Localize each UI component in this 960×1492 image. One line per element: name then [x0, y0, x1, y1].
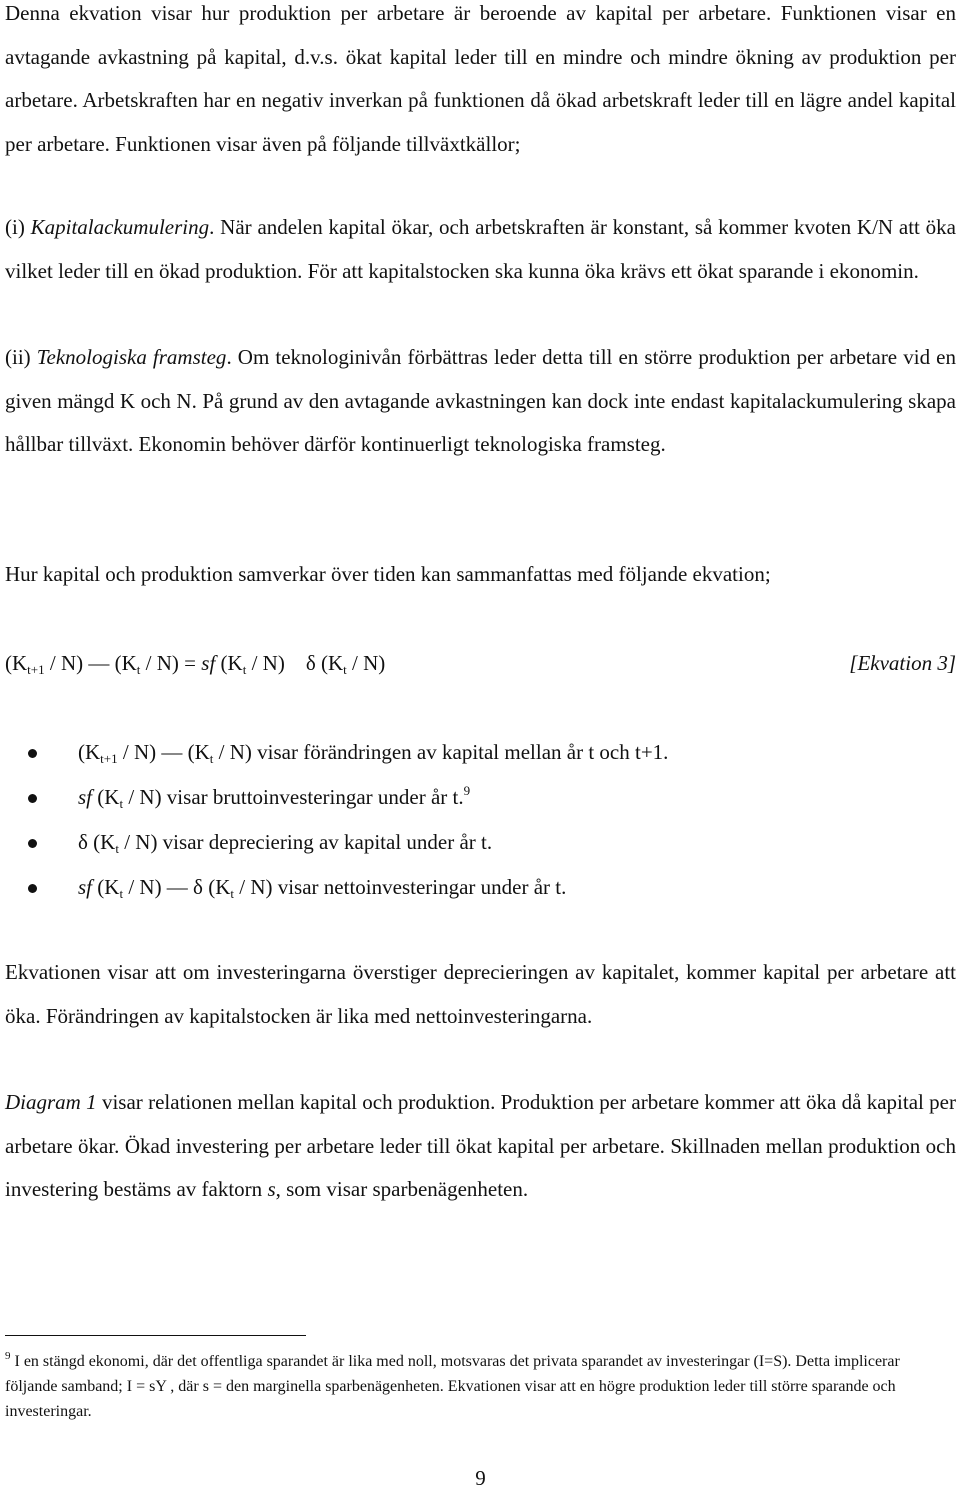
footnote-reference[interactable]: 9 [463, 783, 471, 798]
paragraph-text: Hur kapital och produktion samverkar över tiden kan sammanfattas med följande ekvation; [5, 562, 771, 586]
bullet-icon [28, 794, 37, 803]
paragraph-production-function [5, 0, 956, 166]
equation-3 [5, 643, 956, 683]
list-item: sf $(K_t / N)$ visar bruttoinvesteringar under år t.$^9$ [5, 775, 956, 820]
equation-label: [Ekvation 3] [849, 651, 956, 675]
footnote [5, 1349, 956, 1424]
list-item: $(K_{t+1} / N)$ — $(K_t / N)$ visar förändringen av kapital mellan år t och t+1. [5, 730, 956, 775]
footnote-divider [5, 1335, 306, 1336]
item-prefix: (i) [5, 215, 31, 239]
equation-term-list [5, 730, 956, 910]
equation-body: $(K_{t+1} / N)$ — $(K_t / N)$ = sf $(K_t / N)$ δ $(K_t / N)$ [5, 651, 386, 677]
paragraph-text: . Om teknologinivån förbättras leder detta till en större produktion per arbetare vid en given mängd K och N. På grund av den avtagande avkastningen kan dock inte endast kapitalackumulering skapa hållbar tillväxt. Ekonomin behöver därför kontinuerligt teknologiska framsteg. [5, 345, 956, 456]
paragraph-text: Ekvationen visar att om investeringarna överstiger deprecieringen av kapitalet, kommer kapital per arbetare att öka. Förändringen av kapitalstocken är lika med nettoinvesteringarna. [5, 960, 956, 1028]
paragraph-technological-progress [5, 336, 956, 467]
list-item: sf $(K_t / N)$ — δ $(K_t / N)$ visar nettoinvesteringar under år t. [5, 865, 956, 910]
paragraph-text: . När andelen kapital ökar, och arbetskraften är konstant, så kommer kvoten K/N att öka vilket leder till en ökad produktion. För att kapitalstocken ska kunna öka krävs ett ökat sparande i ekonomin. [5, 215, 956, 283]
footnote-text: I en stängd ekonomi, där det offentliga sparandet är lika med noll, motsvaras det privata sparandet av investeringar (I=S). Detta implicerar följande samband; I = sY , där s = den marginella sparbenägenheten. Ekvationen visar att en högre produktion leder till större sparande och investeringar. [5, 1353, 900, 1420]
bullet-icon [28, 839, 37, 848]
paragraph-text: Denna ekvation visar hur produktion per arbetare är beroende av kapital per arbetare. Funktionen visar en avtagande avkastning på kapital, d.v.s. ökat kapital leder till en mindre och mindre ökning av produktion per arbetare. Arbetskraften har en negativ inverkan på funktionen då ökad arbetskraft leder till en lägre andel kapital per arbetare. Funktionen visar även på följande tillväxtkällor; [5, 1, 956, 156]
bullet-icon [28, 749, 37, 758]
paragraph-equation-intro [5, 553, 956, 597]
item-title: Kapitalackumulering [30, 215, 210, 239]
bullet-icon [28, 884, 37, 893]
paragraph-diagram-description: Diagram 1 visar relationen mellan kapital och produktion. Produktion per arbetare kommer att öka då kapital per arbetare ökar. Ökad investering per arbetare leder till ökat kapital per arbetare. Skillnaden mellan produktion och investering bestäms av faktorn s, som visar sparbenägenheten. [5, 1090, 956, 1201]
page-number: 9 [475, 1466, 486, 1490]
list-item: δ $(K_t / N)$ visar depreciering av kapital under år t. [5, 820, 956, 865]
paragraph-capital-accumulation [5, 206, 956, 293]
paragraph-equation-explanation [5, 951, 956, 1038]
diagram-reference: Diagram 1 [5, 1090, 97, 1114]
footnote-number: 9 [5, 1350, 11, 1362]
item-title: Teknologiska framsteg [36, 345, 227, 369]
item-prefix: (ii) [5, 345, 37, 369]
